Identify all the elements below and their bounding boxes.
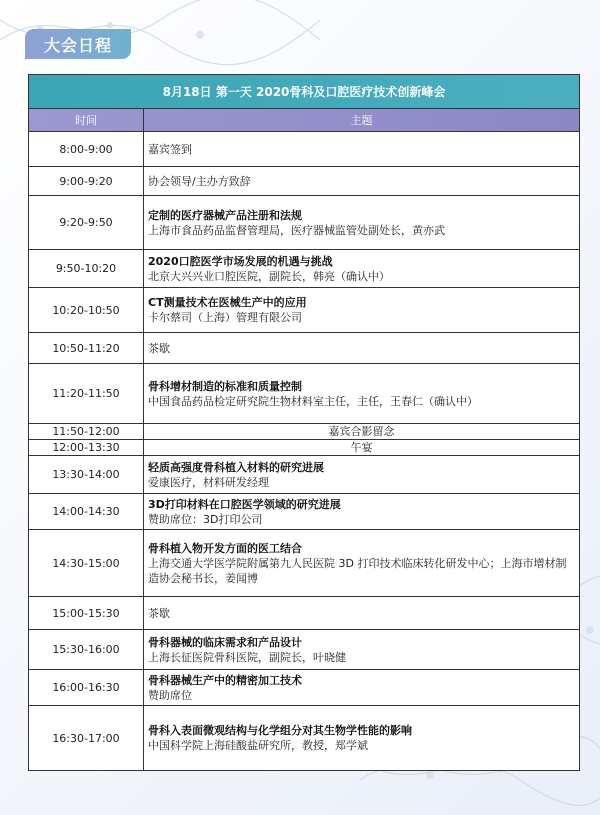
table-row	[29, 364, 579, 424]
row-topic	[144, 706, 579, 770]
topic-detail: 嘉宾签到	[148, 142, 192, 156]
header-time: 时间	[29, 109, 144, 131]
topic-detail: 中国科学院上海硅酸盐研究所，教授，郑学斌	[148, 739, 368, 752]
section-title: 大会日程	[43, 35, 112, 55]
row-topic	[144, 424, 579, 439]
table-row	[29, 132, 579, 167]
topic-detail: 赞助席位	[148, 688, 192, 702]
row-time: 14:30-15:00	[29, 530, 144, 596]
table-row	[29, 424, 579, 440]
table-row	[29, 494, 579, 530]
row-topic	[144, 196, 579, 249]
topic-title: 骨科增材制造的标准和质量控制	[148, 379, 302, 393]
topic-detail: 协会领导/主办方致辞	[148, 174, 251, 188]
table-row	[29, 706, 579, 770]
row-topic	[144, 364, 579, 423]
table-row	[29, 440, 579, 456]
table-row	[29, 456, 579, 494]
topic-detail: 上海长征医院骨科医院，副院长，叶晓健	[148, 650, 346, 664]
row-topic	[144, 167, 579, 195]
topic-detail: 赞助席位：3D打印公司	[148, 512, 263, 526]
row-topic	[144, 630, 579, 669]
topic-title: 骨科植入物开发方面的医工结合	[148, 541, 302, 555]
row-topic	[144, 132, 579, 166]
topic-detail: 嘉宾合影留念	[328, 425, 395, 438]
schedule-rows	[29, 132, 579, 770]
topic-detail: 北京大兴兴业口腔医院，副院长，韩亮（确认中）	[148, 269, 390, 283]
row-topic	[144, 440, 579, 455]
row-time: 9:20-9:50	[29, 196, 144, 249]
topic-title: 定制的医疗器械产品注册和法规	[148, 208, 302, 222]
row-time: 8:00-9:00	[29, 132, 144, 166]
schedule-table	[28, 74, 580, 771]
topic-detail: 上海交通大学医学院附属第九人民医院 3D 打印技术临床转化研发中心；上海市增材制造协会秘书长，姜闻博	[148, 556, 567, 585]
row-time: 9:00-9:20	[29, 167, 144, 195]
topic-detail: 上海市食品药品监督管理局，医疗器械监管处副处长，黄亦武	[148, 223, 445, 237]
row-time: 12:00-13:30	[29, 440, 144, 455]
row-time: 9:50-10:20	[29, 250, 144, 287]
table-row	[29, 333, 579, 364]
table-header-row	[29, 109, 579, 132]
row-topic	[144, 250, 579, 287]
topic-detail: 中国食品药品检定研究院生物材料室主任，主任，王春仁（确认中）	[148, 394, 478, 408]
topic-detail: 卡尔蔡司（上海）管理有限公司	[148, 311, 302, 324]
table-row	[29, 630, 579, 670]
topic-detail: 爱康医疗，材料研发经理	[148, 475, 269, 489]
topic-title: 2020口腔医学市场发展的机遇与挑战	[148, 254, 333, 268]
row-topic	[144, 530, 579, 596]
row-time: 15:30-16:00	[29, 630, 144, 669]
header-topic: 主题	[350, 114, 373, 127]
table-row	[29, 167, 579, 196]
section-title-badge	[25, 29, 131, 59]
table-row	[29, 250, 579, 288]
row-time: 14:00-14:30	[29, 494, 144, 529]
topic-title: 骨科器械的临床需求和产品设计	[148, 635, 302, 649]
row-topic	[144, 670, 579, 705]
topic-title: 轻质高强度骨科植入材料的研究进展	[148, 460, 324, 474]
row-topic	[144, 494, 579, 529]
table-row	[29, 597, 579, 630]
row-topic	[144, 288, 579, 332]
table-row	[29, 670, 579, 706]
row-topic	[144, 333, 579, 363]
topic-detail: 茶歇	[148, 341, 170, 355]
row-time: 16:00-16:30	[29, 670, 144, 705]
topic-detail: 午宴	[350, 441, 373, 454]
topic-title: 骨科器械生产中的精密加工技术	[148, 673, 302, 687]
row-time: 16:30-17:00	[29, 706, 144, 770]
row-time: 15:00-15:30	[29, 597, 144, 629]
row-time: 11:50-12:00	[29, 424, 144, 439]
topic-detail: 茶歇	[148, 606, 170, 620]
row-time: 11:20-11:50	[29, 364, 144, 423]
row-topic	[144, 456, 579, 493]
topic-title: 3D打印材料在口腔医学领域的研究进展	[148, 497, 341, 511]
banner-text: 8月18日 第一天 2020骨科及口腔医疗技术创新峰会	[162, 85, 446, 99]
schedule-banner	[29, 75, 579, 109]
row-time: 10:50-11:20	[29, 333, 144, 363]
row-time: 10:20-10:50	[29, 288, 144, 332]
topic-title: 骨科入表面微观结构与化学组分对其生物学性能的影响	[148, 724, 412, 737]
table-row	[29, 196, 579, 250]
table-row	[29, 530, 579, 597]
table-row	[29, 288, 579, 333]
row-time: 13:30-14:00	[29, 456, 144, 493]
row-topic	[144, 597, 579, 629]
topic-title: CT测量技术在医械生产中的应用	[148, 296, 307, 309]
